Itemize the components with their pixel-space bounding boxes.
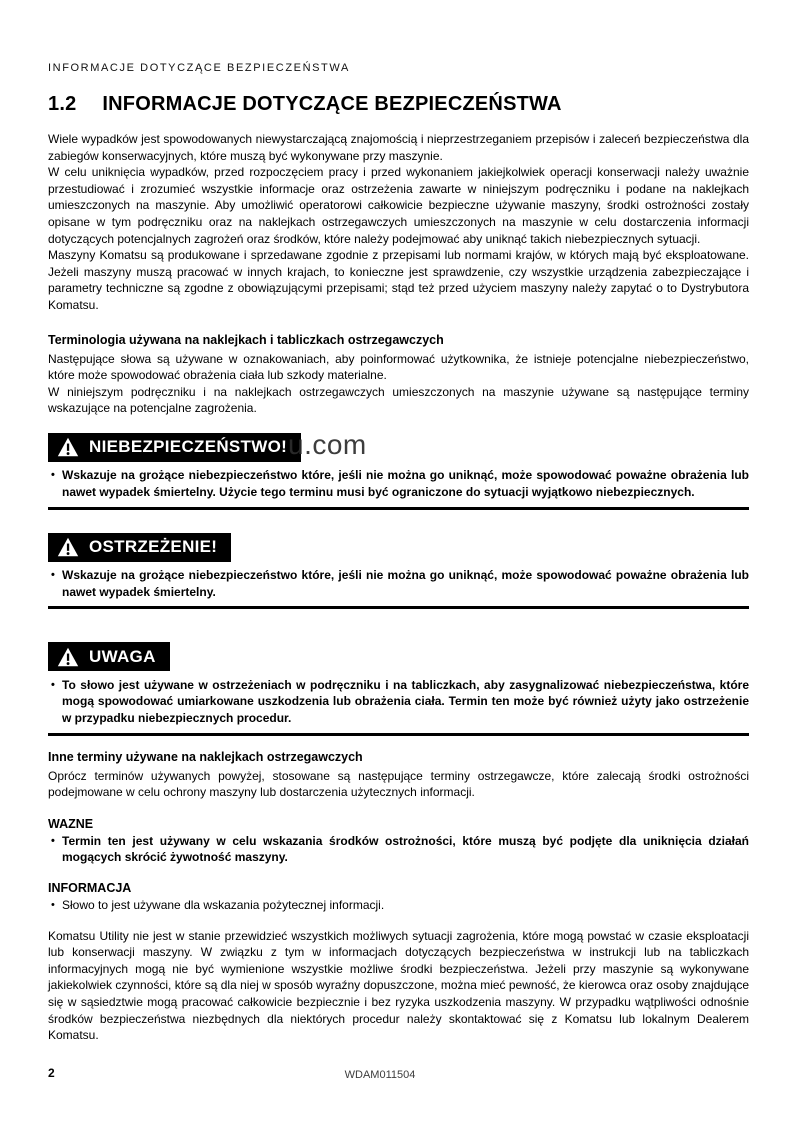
footer-page-number: 2 [48, 1066, 55, 1080]
paragraph: W niniejszym podręczniku i na naklejkach ostrzegawczych umieszczonych na maszynie używane są następujące terminy wskazujące na potencjalne zagrożenia. [48, 384, 749, 416]
bullet-marker: • [51, 469, 55, 482]
intro-paragraphs [48, 131, 749, 314]
danger-bullet [48, 467, 749, 500]
paragraph: Następujące słowa są używane w oznakowaniach, aby poinformować użytkownika, że istnieje potencjalne niebezpieczeństwo, które może spowodować obrażenia ciała lub szkody materialne. [48, 351, 749, 383]
section-divider [48, 733, 749, 736]
footer-doc-code: WDAM011504 [344, 1069, 416, 1081]
warning-alert-section [48, 533, 749, 610]
warning-label-text: OSTRZEŻENIE! [89, 537, 218, 557]
paragraph: W celu uniknięcia wypadków, przed rozpoczęciem pracy i przed wykonaniem jakiejkolwiek operacji konserwacji należy uważnie przestudiować i zrozumieć wszystkie informacje oraz ostrzeżenia zawarte w niniejszym podręczniku i podane na naklejkach umieszczonych na maszynie. Aby umożliwić operatorowi całkowicie bezpieczne używanie maszyny, środki ostrożności zostały opisane w tym podręczniku oraz na naklejkach ostrzegawczych umieszczonych na maszynie w celu dostarczenia informacji dotyczących potencjalnych zagrożeń oraz środków, które należy podejmować aby uniknąć takich niebezpiecznych sytuacji. [48, 165, 749, 246]
section-title: INFORMACJE DOTYCZĄCE BEZPIECZEŃSTWA [102, 93, 562, 115]
bullet-marker: • [51, 834, 55, 847]
information-bullet-text: Słowo to jest używane dla wskazania pożytecznej informacji. [62, 897, 385, 912]
caution-bullet-text: To słowo jest używane w ostrzeżeniach w podręczniku i na tabliczkach, aby zasygnalizować niebezpieczeństwa, które mogą spowodować umiarkowane uszkodzenia lub obrażenia ciała. Termin ten może być również użyty jako ostrzeżenie w przypadku niebezpiecznych procedur. [62, 677, 749, 725]
important-bullet [48, 833, 749, 866]
caution-alert-section [48, 642, 749, 735]
paragraph: Komatsu Utility nie jest w stanie przewidzieć wszystkich możliwych sytuacji zagrożenia, które mogą powstać w czasie eksploatacji lub konserwacji maszyny. W związku z tym w informacjach dotyczących bezpieczeństwa w instrukcji lub na tabliczkach informacyjnych mogą nie być wymienione wszystkie możliwe środki bezpieczeństwa. Jeżeli przy maszynie są wykonywane jakiekolwiek czynności, które są dla niej w sposób wyraźny dopuszczone, można mieć pewność, że kierowca oraz osoby znajdujące się w sąsiedztwie mogą pracować całkowicie bezpiecznie i bez ryzyka uszkodzenia maszyny. W przypadku wątpliwości odnośnie środków bezpieczeństwa niezbędnych dla niektórych procedur należy skontaktować się z Komatsu lub lokalnym Dealerem Komatsu. [48, 928, 750, 1043]
warning-bullet-text: Wskazuje na grożące niebezpieczeństwo które, jeśli nie można go uniknąć, może spowodować poważne obrażenia lub nawet wypadek śmiertelny. [62, 568, 749, 599]
warning-triangle-icon [57, 537, 79, 557]
other-terms-paragraph-wrap [48, 768, 749, 801]
information-bullet [48, 897, 749, 914]
caution-label [48, 642, 170, 671]
danger-bullet-text: Wskazuje na grożące niebezpieczeństwo które, jeśli nie można go uniknąć, może spowodować poważne obrażenia lub nawet wypadek śmiertelny. Użycie tego terminu musi być ograniczone do sytuacji wyjątkowo niebezpiecznych. [62, 468, 749, 499]
danger-alert-section [48, 428, 749, 510]
bullet-marker: • [51, 898, 55, 911]
warning-label [48, 533, 231, 562]
important-bullet-text: Termin ten jest używany w celu wskazania środków ostrożności, które muszą być podjęte dla uniknięcia działań mogących skrócić żywotność maszyny. [62, 833, 749, 865]
bullet-marker: • [51, 678, 55, 691]
terminology-paragraphs [48, 351, 749, 417]
warning-bullet [48, 567, 749, 600]
warning-triangle-icon [57, 647, 79, 667]
watermark-text: u.com [288, 428, 367, 460]
section-divider [48, 606, 749, 609]
running-header: INFORMACJE DOTYCZĄCE BEZPIECZEŃSTWA [48, 62, 350, 74]
important-heading: WAZNE [48, 816, 94, 831]
caution-label-text: UWAGA [89, 646, 156, 666]
closing-paragraph-wrap [48, 928, 749, 1044]
section-number: 1.2 [48, 93, 77, 115]
danger-label-text: NIEBEZPIECZEŃSTWO! [89, 437, 288, 457]
danger-label [48, 433, 301, 462]
bullet-marker: • [51, 569, 55, 582]
page-title [48, 93, 749, 116]
information-heading: INFORMACJA [48, 880, 132, 895]
warning-triangle-icon [57, 437, 79, 457]
page-content [48, 0, 749, 1044]
other-terms-heading: Inne terminy używane na naklejkach ostrzegawczych [48, 749, 363, 764]
terminology-heading: Terminologia używana na naklejkach i tabliczkach ostrzegawczych [48, 332, 444, 347]
paragraph: Oprócz terminów używanych powyżej, stosowane są następujące terminy ostrzegawcze, które zalecają środki ostrożności podejmowane w celu ochrony maszyny lub dostarczenia użytecznych informacji. [48, 768, 749, 800]
caution-bullet [48, 677, 749, 727]
paragraph: Maszyny Komatsu są produkowane i sprzedawane zgodnie z przepisami lub normami krajów, w których mają być eksploatowane. Jeżeli maszyny muszą pracować w innych krajach, to konieczne jest sprawdzenie, czy wszystkie urządzenia zabezpieczające i parametry techniczne są zgodne z obowiązującymi przepisami; stąd też przed użyciem maszyny należy zapytać o to Dystrybutora Komatsu. [48, 248, 749, 312]
section-divider [48, 507, 749, 510]
paragraph: Wiele wypadków jest spowodowanych niewystarczającą znajomością i nieprzestrzeganiem przepisów i zaleceń bezpieczeństwa dla zabiegów konserwacyjnych, które muszą być wykonywane przy maszynie. [48, 132, 749, 163]
